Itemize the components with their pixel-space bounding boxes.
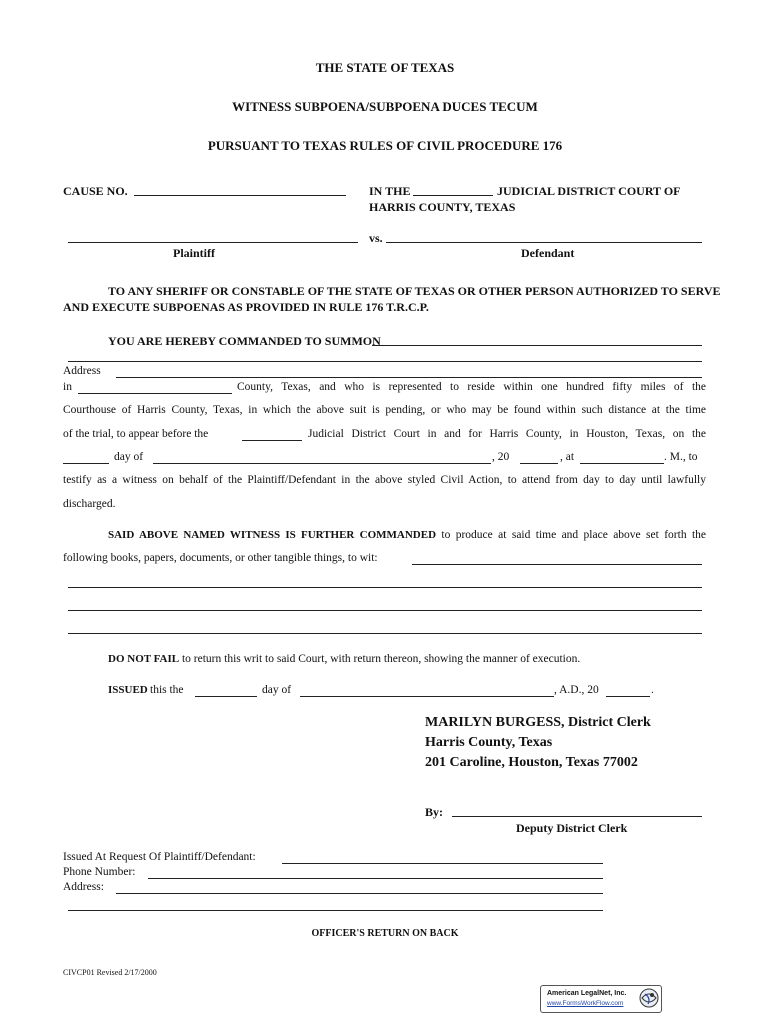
issued-day-of: day of: [262, 684, 292, 696]
do-not-fail: [108, 653, 580, 665]
requester-address-blank-2[interactable]: [68, 910, 603, 911]
plaintiff-label: Plaintiff: [173, 246, 215, 260]
cause-number-blank[interactable]: [134, 195, 346, 196]
court-prefix: IN THE: [369, 184, 411, 198]
phone-label: Phone Number:: [63, 866, 136, 878]
witness-name-blank[interactable]: [372, 345, 702, 346]
discharged-text: discharged.: [63, 498, 116, 510]
trial-text-b: Judicial District Court in and for Harris County, in Houston, Texas, on the: [308, 428, 706, 440]
clerk-county: Harris County, Texas: [425, 735, 553, 750]
day-blank[interactable]: [63, 463, 109, 464]
witness-address-blank[interactable]: [116, 377, 702, 378]
issued-bold: ISSUED: [108, 684, 148, 696]
county-text: County, Texas, and who is represented to reside within one hundred fifty miles of the: [237, 381, 706, 393]
defendant-label: Defendant: [521, 246, 575, 260]
issued-day-blank[interactable]: [195, 696, 257, 697]
issued-ad: , A.D., 20: [554, 684, 599, 696]
courthouse-text: Courthouse of Harris County, Texas, in which the above suit is pending, or who may be found within such distance at the time: [63, 404, 706, 416]
issued-month-blank[interactable]: [300, 696, 554, 697]
testify-text: testify as a witness on behalf of the Plaintiff/Defendant in the above styled Civil Action, to attend from day to day until lawfully: [63, 474, 706, 486]
title-rule: PURSUANT TO TEXAS RULES OF CIVIL PROCEDURE 176: [207, 138, 563, 153]
county-blank[interactable]: [78, 393, 232, 394]
do-not-fail-rest: to return this writ to said Court, with return thereon, showing the manner of execution.: [179, 653, 581, 665]
court-number-blank[interactable]: [413, 195, 493, 196]
day-of-label: day of: [114, 451, 144, 463]
american-legalnet-logo: [540, 985, 662, 1013]
further-commanded: [108, 529, 706, 541]
month-blank[interactable]: [153, 463, 491, 464]
by-label: By:: [425, 805, 443, 819]
year-prefix: , 20: [492, 451, 510, 463]
year-blank[interactable]: [520, 463, 558, 464]
trial-text-a: of the trial, to appear before the: [63, 428, 209, 440]
issued-this-the: this the: [150, 684, 184, 696]
items-blank-2[interactable]: [68, 587, 702, 588]
books-papers-text: following books, papers, documents, or other tangible things, to wit:: [63, 552, 378, 564]
form-id: CIVCP01 Revised 2/17/2000: [63, 968, 157, 977]
title-state: THE STATE OF TEXAS: [315, 60, 455, 75]
officers-return-note: OFFICER'S RETURN ON BACK: [311, 928, 459, 939]
deputy-signature-blank[interactable]: [452, 816, 702, 817]
requester-address-blank[interactable]: [116, 893, 603, 894]
clerk-address: 201 Caroline, Houston, Texas 77002: [425, 755, 638, 770]
address-to-line2: AND EXECUTE SUBPOENAS AS PROVIDED IN RULE 176 T.R.C.P.: [63, 300, 429, 314]
clerk-name: MARILYN BURGESS, District Clerk: [425, 715, 651, 730]
time-blank[interactable]: [580, 463, 664, 464]
issued-at-request-label: Issued At Request Of Plaintiff/Defendant:: [63, 851, 256, 863]
summon-label: YOU ARE HEREBY COMMANDED TO SUMMON: [108, 334, 381, 348]
defendant-blank[interactable]: [386, 242, 702, 243]
at-label: , at: [560, 451, 575, 463]
requester-name-blank[interactable]: [282, 863, 603, 864]
witness-name-blank-2[interactable]: [68, 361, 702, 362]
globe-icon: [639, 988, 659, 1008]
logo-company-name: American LegalNet, Inc.: [547, 990, 627, 997]
logo-url-link[interactable]: www.FormsWorkFlow.com: [547, 1000, 624, 1007]
do-not-fail-bold: DO NOT FAIL: [108, 653, 180, 665]
issued-year-blank[interactable]: [606, 696, 650, 697]
county-in-label: in: [63, 381, 72, 393]
vs-label: vs.: [369, 231, 383, 245]
am-pm-label: . M., to: [664, 451, 698, 463]
phone-blank[interactable]: [148, 878, 603, 879]
trial-court-blank[interactable]: [242, 440, 302, 441]
further-rest: to produce at said time and place above set forth the: [436, 529, 706, 541]
plaintiff-blank[interactable]: [68, 242, 358, 243]
items-blank-4[interactable]: [68, 633, 702, 634]
items-blank-3[interactable]: [68, 610, 702, 611]
requester-address-label: Address:: [63, 881, 104, 893]
cause-label: CAUSE NO.: [63, 184, 128, 198]
deputy-label: Deputy District Clerk: [516, 821, 628, 835]
court-county: HARRIS COUNTY, TEXAS: [369, 200, 516, 214]
items-blank-1[interactable]: [412, 564, 702, 565]
further-bold: SAID ABOVE NAMED WITNESS IS FURTHER COMMANDED: [108, 529, 437, 541]
address-label: Address: [63, 365, 101, 377]
court-suffix: JUDICIAL DISTRICT COURT OF: [497, 184, 681, 198]
title-subpoena: WITNESS SUBPOENA/SUBPOENA DUCES TECUM: [232, 99, 538, 114]
issued-period: .: [651, 684, 654, 696]
address-to-line1: TO ANY SHERIFF OR CONSTABLE OF THE STATE OF TEXAS OR OTHER PERSON AUTHORIZED TO SERVE: [108, 284, 721, 298]
